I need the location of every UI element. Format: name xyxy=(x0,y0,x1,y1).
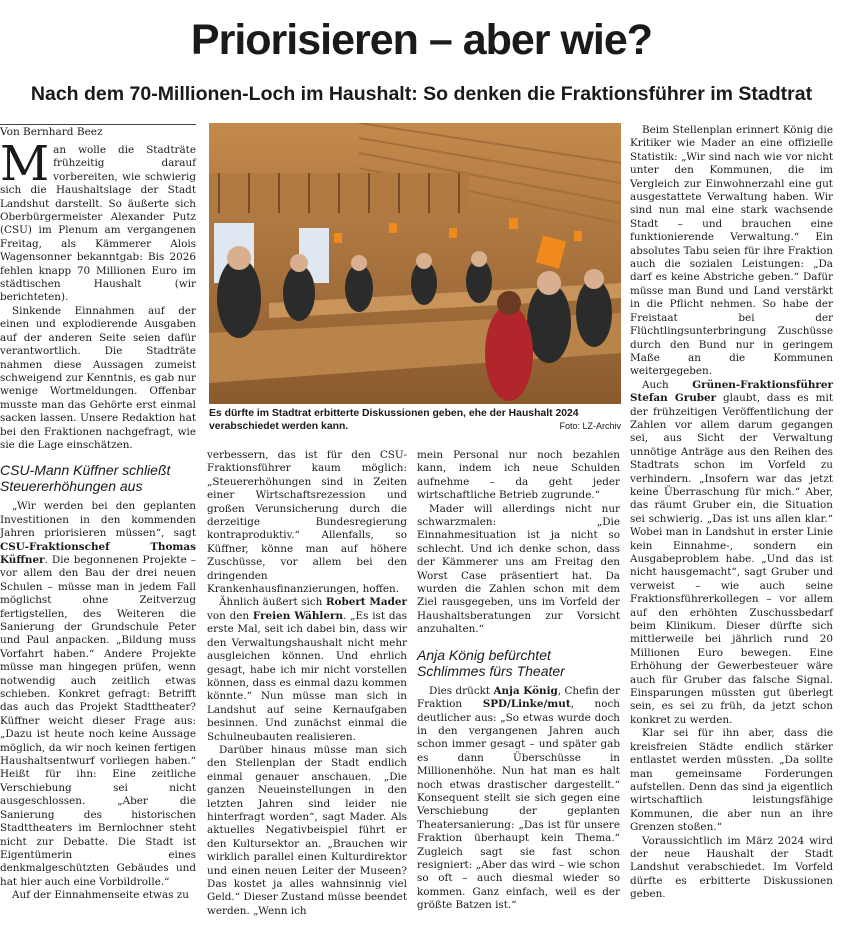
text: „Wir werden bei den geplanten Investitionen in den kommenden Jahren priorisieren müssen“, sagt xyxy=(0,500,196,540)
paragraph: Sinkende Einnahmen auf der einen und explodierende Ausgaben auf der anderen Seite seien dafür verantwortlich. Die Stadträte nahmen diese Aussagen zumeist schweigend zur Kenntnis, es gab nur wenige Wortmeldungen. Offenbar musste man das Gehörte erst einmal sacken lassen. Unsere Redaktion hat bei den Fraktionen nachgefragt, wie sie die Lage einschätzen. xyxy=(0,304,196,451)
text: Ähnlich äußert sich xyxy=(219,596,326,609)
text: Dies drückt xyxy=(429,684,494,697)
paragraph xyxy=(630,379,833,728)
text: . Die begonnenen Projekte – vor allem den Bau der drei neuen Schulen – müsse man in jedem Fall möglichst ohne Zeitverzug fertigstellen, des Weiteren die Sanierung der Grundschule Peter und Paul anpacken. „Bildung muss Vorfahrt haben.“ Andere Projekte müsse man hingegen prüfen, wenn notwendig auch zeitlich etwas schieben. Konkret gefragt: Betrifft das auch das Projekt Stadttheater? Küffner weicht dieser Frage aus: „Dazu ist heute noch keine Aussage möglich, da wir noch keinen fertigen Haushaltsentwurf vorliegen haben.“ Heißt für ihn: Eine zeitliche Verschiebung sei nicht ausgeschlossen. „Aber die Sanierung des historischen Stadttheaters im Bernlochner steht nicht zur Debatte. Die Stadt ist Eigentümerin eines denkmalgeschützten Gebäudes und hat hier auch eine Vorbildrolle.“ xyxy=(0,553,196,888)
article-column-4 xyxy=(630,124,833,902)
intro-paragraph xyxy=(0,136,196,305)
text: von den xyxy=(207,609,253,622)
paragraph: Darüber hinaus müsse man sich den Stellenplan der Stadt endlich einmal genauer anschauen. „Die ganzen Neueinstellungen in den letzten Jahren sind leider nie hinterfragt worden“, sagt Mader. Als aktuelles Negativbeispiel führt er den Kultursektor an. „Brauchen wir wirklich parallel einen Kulturdirektor und einen neuen Leiter der Museen? Das kostet ja alles wahnsinnig viel Geld.“ Dieser Zustand müsse beendet werden. „Wenn ich xyxy=(207,743,407,917)
party-highlight: Freien Wählern xyxy=(252,609,344,622)
paragraph: Beim Stellenplan erinnert König die Kritiker wie Mader an eine offizielle Statistik: „Wir sind nach wie vor nicht unter den Kommunen, die im Vergleich zur Einwohnerzahl eine gut ausgestattete Verwaltung haben. Wir sind nun mal eine stark wachsende Stadt – und brauchen eine funktionierende Verwaltung.“ Ein absolutes Tabu seien für ihre Fraktion auch die sozialen Leistungen: „Da darf es keine Abstriche geben.“ Dafür müsse man Bund und Land verstärkt in die Pflicht nehmen. So habe der Freistaat bei der Flüchtlingsunterbringung Zuschüsse durch den Bund nur in geringem Maße an die Kommunen weitergegeben. xyxy=(630,124,833,378)
name-highlight: Robert Mader xyxy=(325,596,408,609)
council-meeting-photo xyxy=(209,123,621,404)
article-column-3 xyxy=(417,449,620,913)
section-subhead: CSU-Mann Küffner schließt Steuererhöhungen aus xyxy=(0,462,171,495)
name-highlight: CSU-Fraktionschef Thomas Küffner xyxy=(0,540,196,566)
paragraph xyxy=(207,596,407,743)
article-photo xyxy=(209,123,621,404)
byline: Von Bernhard Beez xyxy=(0,124,196,138)
section-subhead: Anja König befürchtet Schlimmes fürs Theater xyxy=(417,646,565,679)
text: Auch xyxy=(642,378,693,391)
article-column-1 xyxy=(0,136,196,903)
photo-caption xyxy=(209,407,621,433)
name-highlight: Anja König xyxy=(493,684,558,697)
name-highlight: Grünen-Fraktionsführer Stefan Gruber xyxy=(630,378,833,405)
paragraph: mein Personal nur noch bezahlen kann, indem ich neue Schulden aufnehme – da geht jeder wirtschaftliche Betrieb zugrunde.“ xyxy=(417,449,620,502)
article-column-2 xyxy=(207,449,407,918)
intro-text: an wolle die Stadträte frühzeitig darauf vorbereiten, wie schwierig sich die Haushaltslage der Stadt Landshut darstellt. So äußerte sich Oberbürgermeister Alexander Putz (CSU) im Plenum am vergangenen Freitag, als Kämmerer Alois Wagensonner bekanntgab: Bis 2026 fehlen knapp 70 Millionen Euro im städtischen Haushalt (wir berichteten). xyxy=(0,144,196,304)
paragraph: verbessern, das ist für den CSU-Fraktionsführer kaum möglich: „Steuererhöhungen sind in Zeiten einer Wirtschaftsrezession und großen Verunsicherung durch die derzeitige Bundesregierung kontraproduktiv.“ Allenfalls, so Küffner, könne man auf höhere Zuschüsse, vor allem bei den dringenden Krankenhausfinanzierungen, hoffen. xyxy=(207,449,407,596)
drop-cap: M xyxy=(0,136,50,192)
paragraph: Auf der Einnahmenseite etwas zu xyxy=(12,889,189,902)
paragraph xyxy=(0,500,196,889)
paragraph xyxy=(417,685,620,913)
text: , noch deutlicher aus: „So etwas wurde doch in den vergangenen Jahren auch schon immer gesagt – und später gab es dann Überschüsse in Millionenhöhe. Nun hat man es halt noch etwas drastischer dargestellt.“ Konsequent stellt sie sich gegen eine Verschiebung der geplanten Theatersanierung: „Das ist für unsere Fraktion überhaupt kein Thema.“ Zugleich sagt sie fast schon resigniert: „Aber das wird – wie schon so oft – auch diesmal wieder so kommen. Ganz einfach, weil es der größte Batzen ist.“ xyxy=(417,698,620,912)
text: . „Es ist das erste Mal, seit ich dabei bin, dass wir den Verwaltungshaushalt nicht mehr ausgleichen können. Und ehrlich gesagt, habe ich mir nicht vorstellen können, dass es einmal dazu kommen könnte.“ Nun müsse man sich in Landshut auf seine Kernaufgaben besinnen. Und zunächst einmal die Schulneubauten realisieren. xyxy=(207,609,407,743)
subheadline: Nach dem 70-Millionen-Loch im Haushalt: So denken die Fraktionsführer im Stadtrat xyxy=(30,83,813,105)
headline: Priorisieren – aber wie? xyxy=(190,16,653,64)
text: glaubt, dass es mit der frühzeitigen Veröffentlichung der Zahlen vor allem darum gegangen sei, aus Sicht der Verwaltung unnötige Anträge aus den Reihen des Stadtrats schon im Vorfeld zu verhindern. „Insofern war das jetzt keine Überraschung für mich.“ Aber, das räumt Gruber ein, die Situation sei schwierig. „Das ist uns allen klar.“ Wobei man in Landshut in erster Linie kein Einnahme-, sondern ein Ausgabeproblem habe. „Und das ist nicht hausgemacht“, sagt Gruber und verweist – wie auch seine Fraktionsführerkollegen – vor allem auf den erhöhten Zuschussbedarf beim Klinikum. Dieser dürfte sich mittlerweile bei jährlich rund 20 Millionen Euro bewegen. Eine Erhöhung der Gewerbesteuer wäre auch für Gruber das falsche Signal. Einsparungen müssten gut überlegt sein, es sei zu früh, da jetzt schon konkret zu werden. xyxy=(630,392,833,726)
caption-text: Es dürfte im Stadtrat erbitterte Diskussionen geben, ehe der Haushalt 2024 verabschiedet werden kann. xyxy=(209,408,579,432)
paragraph: Mader will allerdings nicht nur schwarzmalen: „Die Einnahmesituation ist ja nicht so schlecht. Und ich denke schon, dass der Kämmerer uns am Freitag den Worst Case präsentiert hat. Da wurden die Zahlen schon mit dem Ziel rausgegeben, uns im Vorfeld der Haushaltsberatungen zur Vorsicht anzuhalten.“ xyxy=(417,502,620,636)
paragraph: Klar sei für ihn aber, dass die kreisfreien Städte endlich stärker entlastet werden müssten. „Da sollte man gemeinsame Forderungen aufstellen. Denn das sind ja eigentlich wirtschaftlich leistungsfähige Kommunen, die aber nun an ihre Grenzen stoßen.“ xyxy=(630,727,833,834)
paragraph: Voraussichtlich im März 2024 wird der neue Haushalt der Stadt Landshut verabschiedet. Im Vorfeld dürfte es erbitterte Diskussionen geben. xyxy=(630,834,833,901)
text: , Chefin der Fraktion xyxy=(417,684,621,711)
photo-credit: Foto: LZ-Archiv xyxy=(559,421,621,431)
party-highlight: SPD/Linke/mut xyxy=(482,698,571,711)
